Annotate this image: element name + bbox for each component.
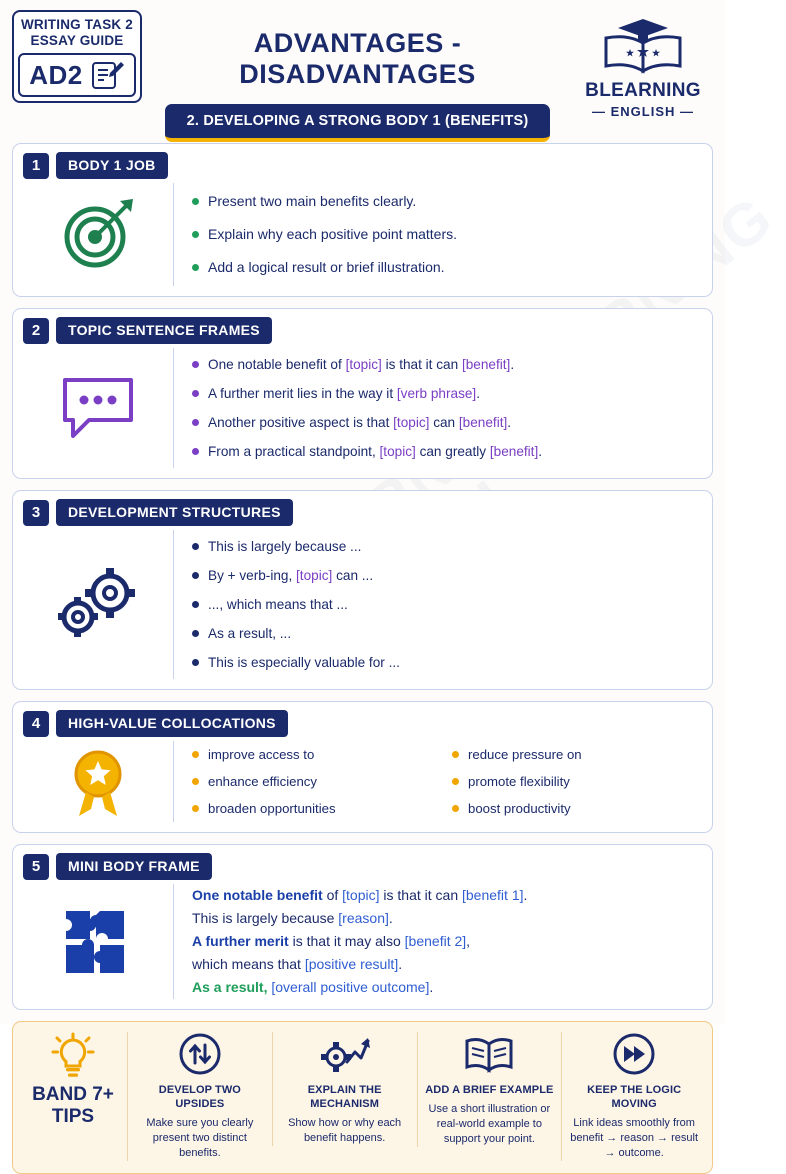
- band-tips-label: [19, 1084, 127, 1128]
- list-item-text: reduce pressure on: [468, 747, 582, 762]
- section-title: BODY 1 JOB: [56, 152, 168, 179]
- band-tips-line2: TIPS: [51, 1106, 95, 1127]
- list-item-text: This is largely because ...: [208, 539, 362, 554]
- badge-line-1: WRITING TASK 2: [20, 17, 134, 32]
- bullet-dot: [192, 601, 199, 608]
- bullet-dot: [192, 778, 199, 785]
- tip-title: EXPLAIN THE MECHANISM: [307, 1084, 382, 1110]
- bullet-dot: [192, 390, 199, 397]
- list-item-text: As a result, ...: [208, 626, 292, 641]
- badge-code: AD2: [29, 59, 83, 90]
- guide-badge: [12, 10, 142, 103]
- frame-line: One notable benefit of [topic] is that it can [benefit 1].: [192, 887, 528, 903]
- list-item-text: From a practical standpoint, [topic] can greatly [benefit].: [208, 444, 543, 459]
- bullet-dot: [452, 778, 459, 785]
- tip-title: ADD A BRIEF EXAMPLE: [425, 1084, 554, 1096]
- section-header: [23, 152, 702, 179]
- section-header: [23, 853, 702, 880]
- list-item-text: broaden opportunities: [208, 801, 336, 816]
- list-item: [192, 619, 702, 648]
- section-title: MINI BODY FRAME: [56, 853, 212, 880]
- frame-line: As a result, [overall positive outcome].: [192, 979, 434, 995]
- bullet-dot: [192, 264, 199, 271]
- section-title: TOPIC SENTENCE FRAMES: [56, 317, 272, 344]
- brand-block: [573, 10, 713, 119]
- gears-icon: [23, 565, 173, 645]
- frame-line: which means that [positive result].: [192, 956, 403, 972]
- bullet-dot: [192, 630, 199, 637]
- section-title: DEVELOPMENT STRUCTURES: [56, 499, 293, 526]
- section-mini-body-frame: [12, 844, 713, 1010]
- bullet-dot: [192, 805, 199, 812]
- award-rosette-icon: [23, 746, 173, 818]
- page-header: [12, 10, 713, 132]
- lightbulb-icon: [19, 1034, 127, 1080]
- bullet-dot: [452, 751, 459, 758]
- bullet-dot: [192, 361, 199, 368]
- section-items: [173, 183, 702, 286]
- brand-subtitle: — ENGLISH —: [591, 104, 694, 119]
- list-item-text: promote flexibility: [468, 774, 570, 789]
- bullet-dot: [192, 572, 199, 579]
- bullet-dot: [192, 659, 199, 666]
- tip-add-a-brief-example: [417, 1032, 562, 1147]
- list-item-text: improve access to: [208, 747, 315, 762]
- page-title: ADVANTAGES - DISADVANTAGES: [239, 28, 476, 89]
- tip-text: Make sure you clearly present two distinct benefits.: [146, 1117, 254, 1159]
- list-item-text: Another positive aspect is that [topic] can [benefit].: [208, 415, 512, 430]
- bullet-dot: [192, 231, 199, 238]
- list-item-text: Add a logical result or brief illustration.: [208, 259, 445, 275]
- list-item: [192, 218, 702, 251]
- tip-title: DEVELOP TWO UPSIDES: [158, 1084, 241, 1110]
- list-item: [192, 768, 442, 795]
- fast-forward-icon: [569, 1032, 699, 1076]
- section-high-value-collocations: [12, 701, 713, 833]
- open-book-icon: [425, 1032, 555, 1076]
- section-header: [23, 317, 702, 344]
- brand-name: BLEARNING: [585, 80, 701, 101]
- target-arrow-icon: [23, 195, 173, 275]
- tip-keep-the-logic-moving: [561, 1032, 706, 1161]
- section-number: 2: [23, 318, 49, 344]
- graduation-book-icon: [573, 16, 713, 78]
- bullet-dot: [192, 198, 199, 205]
- list-item: [192, 590, 702, 619]
- list-item: [192, 251, 702, 284]
- tip-develop-two-upsides: [127, 1032, 272, 1161]
- band-tips-line1: BAND 7+: [32, 1084, 114, 1105]
- mini-body-frame-text: [173, 884, 702, 999]
- list-item: [452, 741, 702, 768]
- list-item: [452, 768, 702, 795]
- section-number: 5: [23, 854, 49, 880]
- bullet-dot: [192, 751, 199, 758]
- list-item-text: By + verb-ing, [topic] can ...: [208, 568, 374, 583]
- section-header: [23, 710, 702, 737]
- gear-arrow-icon: [280, 1032, 410, 1076]
- section-header: [23, 499, 702, 526]
- list-item: [192, 795, 442, 822]
- list-item: [192, 185, 702, 218]
- list-item: [192, 648, 702, 677]
- list-item-text: A further merit lies in the way it [verb phrase].: [208, 386, 480, 401]
- tip-text: Use a short illustration or real-world example to support your point.: [428, 1103, 551, 1145]
- tip-text: Show how or why each benefit happens.: [288, 1117, 402, 1144]
- section-topic-sentence-frames: [12, 308, 713, 479]
- tip-explain-the-mechanism: [272, 1032, 417, 1146]
- up-arrows-icon: [135, 1032, 265, 1076]
- bullet-dot: [192, 419, 199, 426]
- section-number: 1: [23, 153, 49, 179]
- bullet-dot: [452, 805, 459, 812]
- section-number: 4: [23, 711, 49, 737]
- list-item-text: Present two main benefits clearly.: [208, 193, 417, 209]
- puzzle-icon: [23, 905, 173, 979]
- list-item-text: boost productivity: [468, 801, 571, 816]
- badge-line-2: ESSAY GUIDE: [30, 33, 124, 48]
- section-number: 3: [23, 500, 49, 526]
- list-item: [192, 561, 702, 590]
- frame-line: A further merit is that it may also [benefit 2],: [192, 933, 471, 949]
- header-titles: [150, 10, 565, 142]
- list-item-text: One notable benefit of [topic] is that it can [benefit].: [208, 357, 515, 372]
- tip-text: Link ideas smoothly from benefit → reason → result → outcome.: [570, 1117, 699, 1159]
- list-item: [192, 408, 702, 437]
- list-item: [192, 437, 702, 466]
- list-item: [192, 532, 702, 561]
- band-tips-label-block: [19, 1032, 127, 1128]
- list-item-text: Explain why each positive point matters.: [208, 226, 458, 242]
- list-item: [192, 379, 702, 408]
- bullet-dot: [192, 448, 199, 455]
- pencil-note-icon: [91, 59, 125, 91]
- section-body-1-job: [12, 143, 713, 297]
- section-title: HIGH-VALUE COLLOCATIONS: [56, 710, 288, 737]
- frame-line: This is largely because [reason].: [192, 910, 393, 926]
- badge-code-box: [18, 53, 136, 97]
- tip-title: KEEP THE LOGIC MOVING: [587, 1084, 682, 1110]
- speech-bubble-icon: [23, 372, 173, 444]
- page-subtitle: 2. DEVELOPING A STRONG BODY 1 (BENEFITS): [165, 104, 551, 142]
- list-item-text: This is especially valuable for ...: [208, 655, 400, 670]
- band-tips-panel: [12, 1021, 713, 1174]
- list-item-text: ..., which means that ...: [208, 597, 348, 612]
- bullet-dot: [192, 543, 199, 550]
- list-item: [192, 350, 702, 379]
- collocation-grid: [173, 741, 702, 822]
- list-item-text: enhance efficiency: [208, 774, 317, 789]
- list-item: [192, 741, 442, 768]
- section-items: [173, 530, 702, 679]
- list-item: [452, 795, 702, 822]
- section-items: [173, 348, 702, 468]
- section-development-structures: [12, 490, 713, 690]
